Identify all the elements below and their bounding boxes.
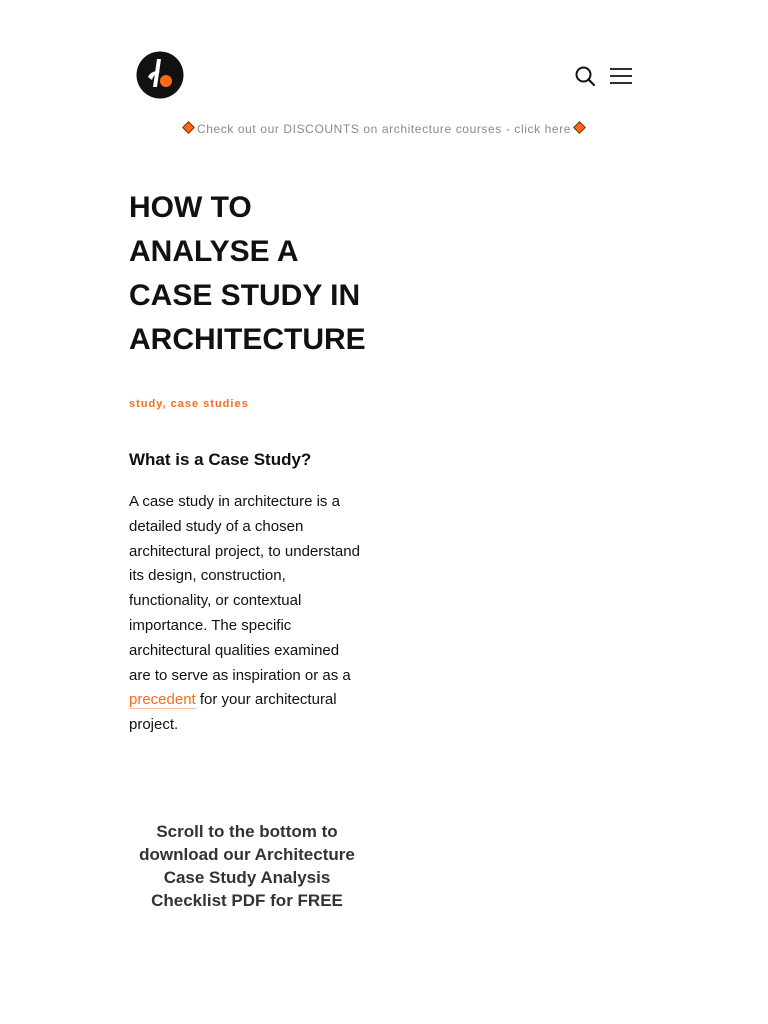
diamond-icon [573,121,586,134]
tag-separator: , [162,398,171,410]
search-icon[interactable] [573,64,597,88]
tag-case-studies[interactable]: case studies [170,398,249,410]
promo-banner [0,122,768,136]
site-header [0,0,768,120]
paragraph-text: A case study in architecture is a detailed study of a chosen architectural project, to understand its design, construction, functionality, or contextual importance. The specific architectural qualities examined are to serve as inspiration or as a [129,493,360,684]
intro-paragraph [129,490,361,738]
brand-logo-icon[interactable] [136,51,184,99]
page-title: HOW TO ANALYSE A CASE STUDY IN ARCHITECTURE [129,191,366,356]
hamburger-menu-icon[interactable] [608,64,634,88]
tag-study[interactable]: study [129,398,163,410]
diamond-icon [182,121,195,134]
paragraph-text-end: for your architectural project. [129,691,337,734]
section-heading: What is a Case Study? [129,450,312,469]
precedent-link[interactable]: precedent [129,691,196,709]
promo-banner-link[interactable]: Check out our DISCOUNTS on architecture courses - click here [196,122,572,136]
post-tags [129,398,249,410]
download-cta: Scroll to the bottom to download our Architecture Case Study Analysis Checklist PDF for FREE [139,822,355,910]
